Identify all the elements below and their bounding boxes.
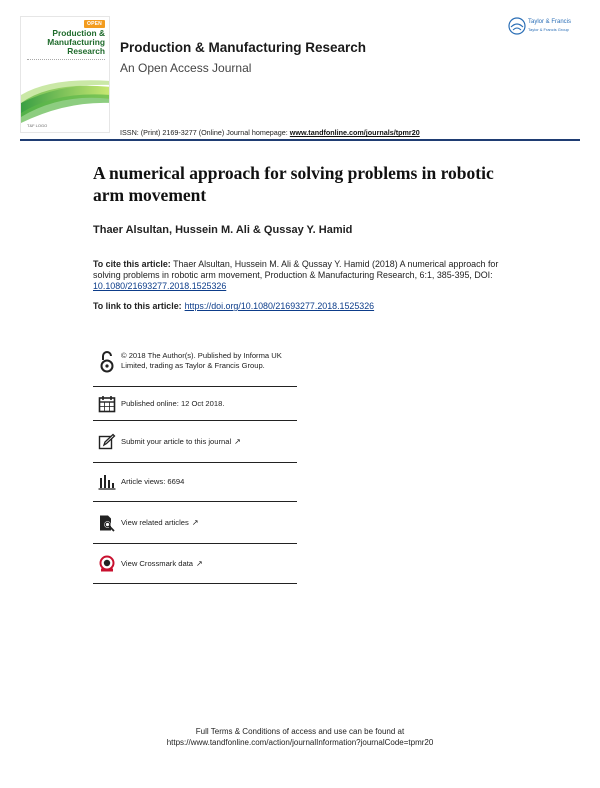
cover-publisher-mark: T&F LOGO [27,123,48,128]
article-views-item [93,463,297,502]
crossmark-item[interactable] [93,544,297,584]
cover-title-line: Production & [52,28,105,38]
published-date-text: Published online: 12 Oct 2018. [121,398,225,408]
published-date-item [93,387,297,421]
related-articles-item[interactable] [93,502,297,544]
submit-article-link[interactable] [121,437,241,447]
citation-doi-link[interactable]: 10.1080/21693277.2018.1525326 [93,281,227,292]
submit-article-label: Submit your article to this journal [121,436,232,446]
cover-title-line: Manufacturing [47,37,105,47]
external-link-icon: ↗ [234,436,241,446]
taylor-francis-logo-icon [508,17,526,35]
article-link-label: To link to this article: [93,301,182,311]
external-link-icon: ↗ [191,517,199,527]
citation [93,259,513,293]
open-access-icon [93,351,121,373]
edit-icon [93,433,121,451]
crossmark-link[interactable] [121,559,203,569]
journal-title: Production & Manufacturing Research [120,40,367,55]
terms-text: Full Terms & Conditions of access and use can be found at [195,727,405,736]
article-views-text: Article views: 6694 [121,477,185,487]
article-doi-link[interactable]: https://doi.org/10.1080/21693277.2018.1525326 [184,301,375,311]
header-rule [20,139,580,141]
logo-tagline: Taylor & Francis Group [528,27,569,32]
bar-chart-icon [93,474,121,490]
taylor-francis-logo[interactable] [508,16,588,38]
cover-title [21,29,105,56]
journal-homepage-link[interactable]: www.tandfonline.com/journals/tpmr20 [289,128,420,137]
article-info-list [93,346,297,584]
related-articles-label: View related articles [121,517,189,527]
related-articles-icon [93,514,121,532]
terms-footer [0,727,600,748]
article-authors: Thaer Alsultan, Hussein M. Ali & Qussay Y. Hamid [93,224,353,236]
issn-text: ISSN: (Print) 2169-3277 (Online) Journal homepage: [120,128,290,137]
submit-article-item[interactable] [93,421,297,463]
calendar-icon [93,395,121,413]
crossmark-label: View Crossmark data [121,558,194,568]
citation-text: Thaer Alsultan, Hussein M. Ali & Qussay Y. Hamid (2018) A numerical approach for solving problems in robotic arm movement, Production & Manufacturing Research, 6:1, 385-395, DOI: [93,259,499,281]
cover-wave-graphic [21,73,110,123]
terms-link[interactable]: https://www.tandfonline.com/action/journalInformation?journalCode=tpmr20 [166,737,434,747]
copyright-text: © 2018 The Author(s). Published by Informa UK Limited, trading as Taylor & Francis Group. [121,351,282,370]
issn-line [120,128,420,137]
logo-wordmark: Taylor & Francis [528,19,572,25]
article-link-line [93,301,374,311]
copyright-item [93,346,297,387]
journal-cover [20,16,110,133]
cover-title-line: Research [67,46,105,56]
open-badge: OPEN [84,20,105,28]
related-articles-link[interactable] [121,518,199,528]
crossmark-icon [93,555,121,573]
journal-subtitle: An Open Access Journal [120,61,252,75]
citation-label: To cite this article: [93,259,171,269]
external-link-icon: ↗ [196,558,203,568]
article-title: A numerical approach for solving problems in robotic arm movement [93,163,494,205]
cover-divider [27,59,105,62]
